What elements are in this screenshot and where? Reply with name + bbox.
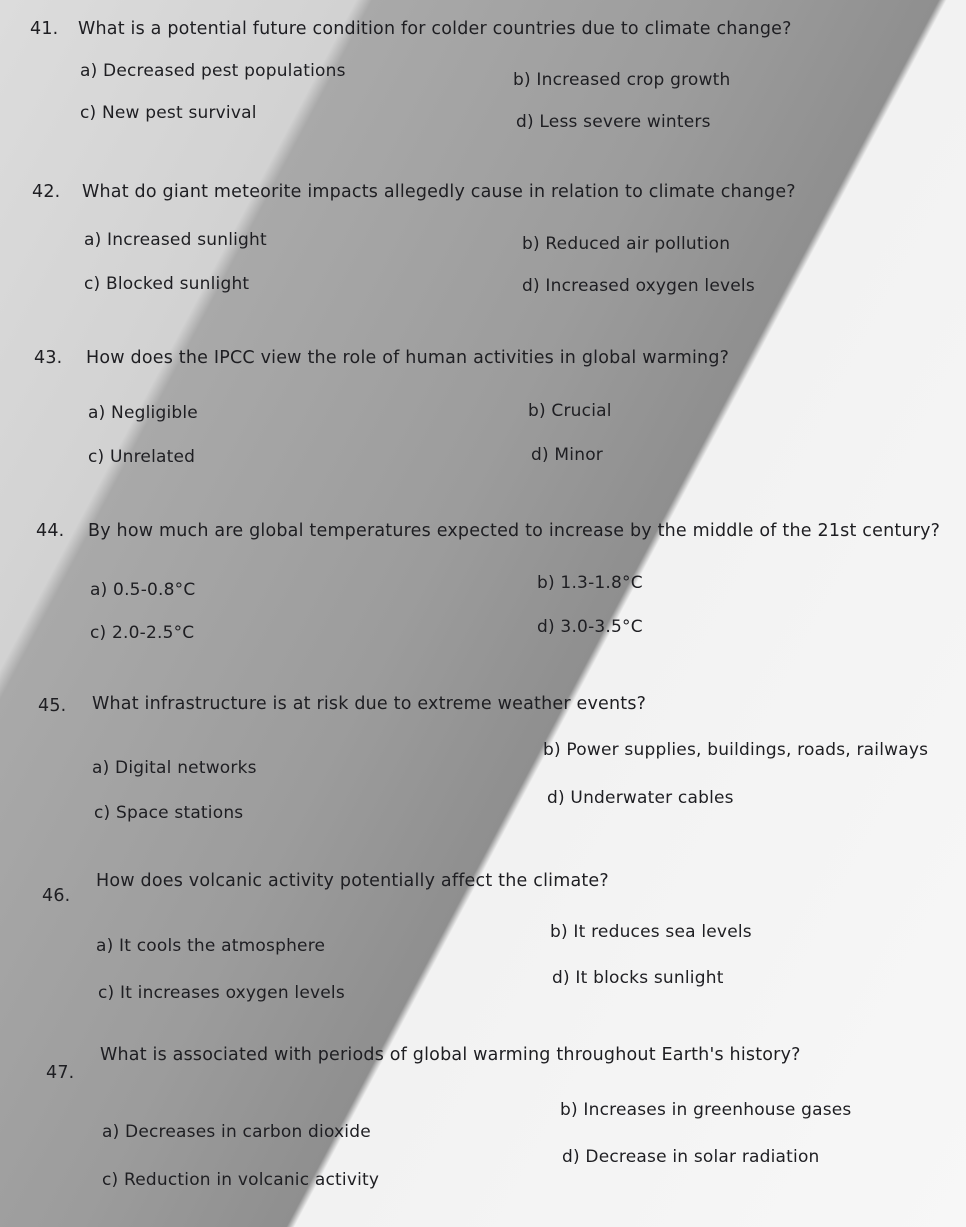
option-b: b) Reduced air pollution [522,234,731,254]
option-c: c) New pest survival [80,103,257,123]
option-c: c) Blocked sunlight [84,274,250,294]
option-b: b) Power supplies, buildings, roads, railways [543,740,929,760]
option-c: c) Space stations [94,803,244,823]
option-a: a) Negligible [88,403,198,423]
question-text: What infrastructure is at risk due to extreme weather events? [92,694,647,714]
option-c: c) It increases oxygen levels [98,983,345,1003]
option-d: d) Minor [531,445,603,465]
question-number: 43. [34,348,63,368]
question-number: 46. [42,886,71,906]
question-text: How does volcanic activity potentially affect the climate? [96,871,609,891]
question-number: 41. [30,19,59,39]
option-a: a) Increased sunlight [84,230,267,250]
option-b: b) 1.3-1.8°C [537,573,643,593]
option-a: a) Decreased pest populations [80,61,346,81]
question-number: 42. [32,182,61,202]
question-text: What is associated with periods of global warming throughout Earth's history? [100,1045,801,1065]
option-a: a) It cools the atmosphere [96,936,326,956]
option-b: b) Increases in greenhouse gases [560,1100,852,1120]
question-text: How does the IPCC view the role of human activities in global warming? [86,348,730,368]
option-c: c) 2.0-2.5°C [90,623,195,643]
option-d: d) Decrease in solar radiation [562,1147,820,1167]
option-c: c) Reduction in volcanic activity [102,1170,380,1190]
option-d: d) Less severe winters [516,112,711,132]
question-text: What do giant meteorite impacts allegedly cause in relation to climate change? [82,182,796,202]
option-a: a) 0.5-0.8°C [90,580,196,600]
option-d: d) It blocks sunlight [552,968,724,988]
option-d: d) 3.0-3.5°C [537,617,643,637]
question-number: 45. [38,696,67,716]
option-a: a) Digital networks [92,758,257,778]
option-d: d) Increased oxygen levels [522,276,755,296]
option-a: a) Decreases in carbon dioxide [102,1122,371,1142]
option-b: b) It reduces sea levels [550,922,752,942]
option-b: b) Crucial [528,401,612,421]
question-number: 44. [36,521,65,541]
option-c: c) Unrelated [88,447,196,467]
option-b: b) Increased crop growth [513,70,731,90]
option-d: d) Underwater cables [547,788,734,808]
question-text: By how much are global temperatures expected to increase by the middle of the 21st century? [88,521,941,541]
question-number: 47. [46,1063,75,1083]
question-text: What is a potential future condition for colder countries due to climate change? [78,19,792,39]
